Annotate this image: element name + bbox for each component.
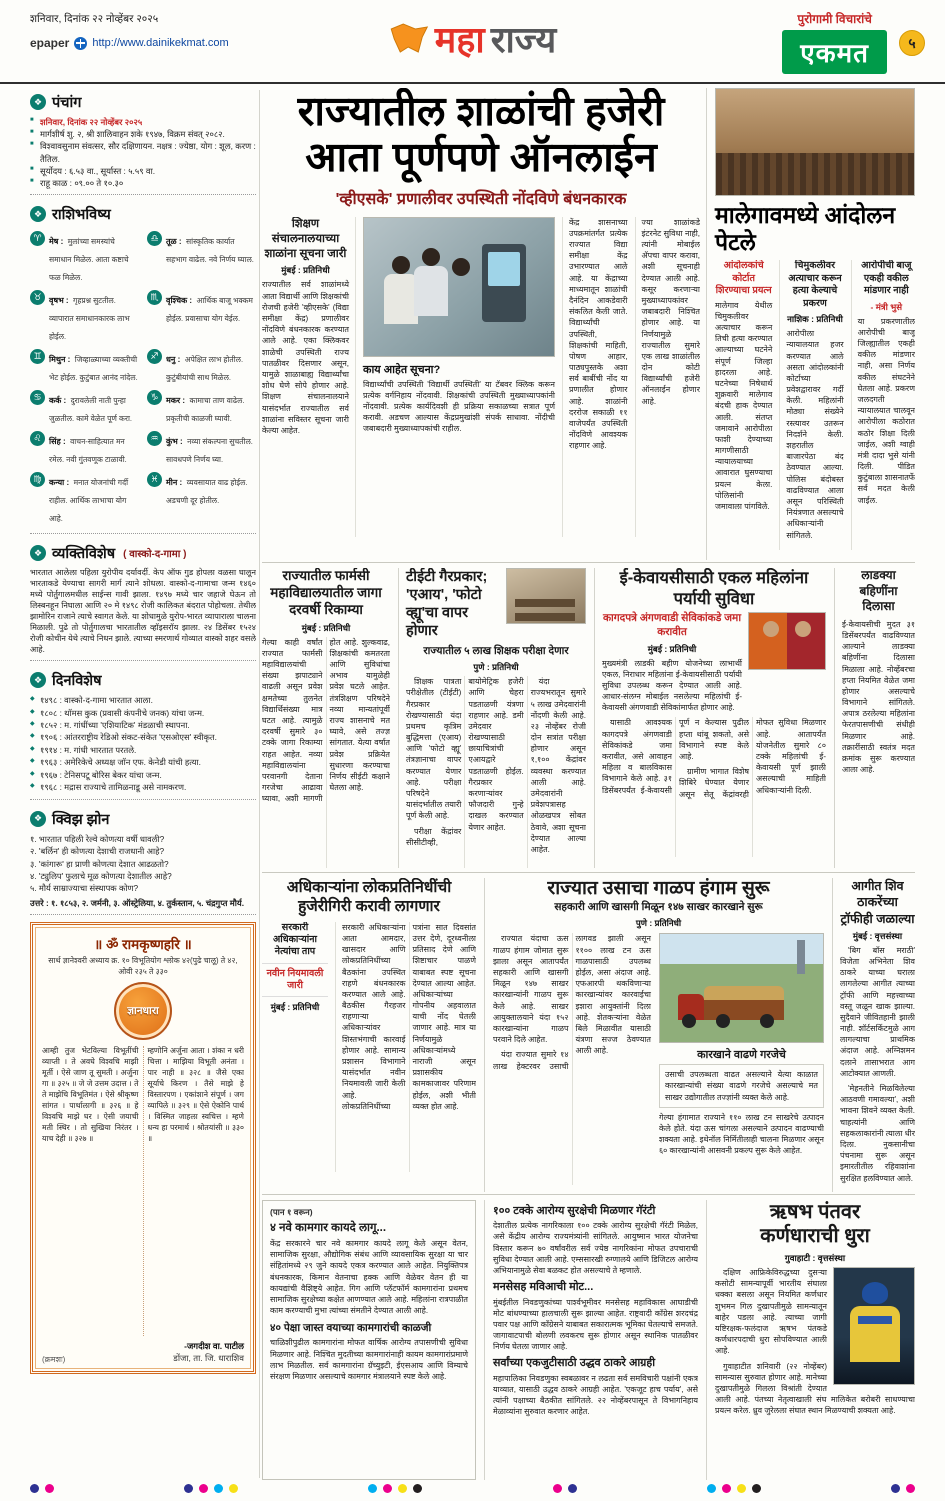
rishabh-pant-photo[interactable] [833,1267,915,1385]
quiz-answers: उत्तरे : १. १८५३, २. जर्मनी, ३. ऑस्ट्रेलिया, ४. तुर्कस्तान, ५. चंद्रगुप्त मौर्य. [30,897,245,908]
rashi-item: ♌ सिंह : वाचन-साहित्यात मन रमेल. नवी गुंतवणूक टाळावी. [30,428,139,469]
sidebar-divider [259,90,260,1478]
trophy-body-2: 'मेहनतीने मिळविलेल्या आठवणी गमावल्या', अशी भावना शिवने व्यक्त केली. चाहत्यांनी आणि सहकलाकारांनी त्याला धीर दिला. नुकसानीचा पंचनामा सुरू असून इमारतीतील रहिवाशांना सुरक्षित हलविण्यात आले. [840,1084,915,1183]
sugarcane-truck-photo[interactable] [659,933,824,1043]
zodiac-sagittarius-icon: ♐ [147,349,162,364]
issue-date: शनिवार, दिनांक २२ नोव्हेंबर २०२५ [30,13,159,25]
tet-body-3: यंदा राज्यभरातून सुमारे ५ लाख उमेदवारांनी नोंदणी केली आहे. २३ नोव्हेंबर रोजी दोन सत्रांत परीक्षा होणार असून १,१०० केंद्रांवर व्यवस्था करण्यात आली आहे. उमेदवारांनी प्रवेशपत्रासह ओळखपत्र सोबत ठेवावे, अशा सूचना देण्यात आल्या आहेत. [530,677,586,854]
women-beneficiaries-photo[interactable] [748,612,826,670]
labour-subhead: ४० पेक्षा जास्त वयाच्या कामगारांची काळजी [270,1322,432,1335]
tet-body-2: परीक्षा केंद्रांवर सीसीटीव्ही, बायोमेट्रिक हजेरी आणि चेहरा पडताळणी यंत्रणा राहणार आहे. डमी उमेदवार रोखण्यासाठी छायाचित्रांची एआयद्वारे पडताळणी होईल. गैरप्रकार करणाऱ्यांवर फौजदारी गुन्हे दाखल करण्यात येणार आहेत. [406,677,524,847]
page-number-badge[interactable]: ५ [899,30,925,56]
labour-headline[interactable]: ४ नवे कामगार कायदे लागू... [270,1222,387,1234]
pharmacy-story[interactable] [262,568,390,868]
dinvishesh-item: ◆ १९०६ : आंतरराष्ट्रीय रेडिओ संकट-संकेत 'एसओएस' स्वीकृत. [30,731,256,743]
zodiac-leo-icon: ♌ [30,431,45,446]
panchang-section [30,90,256,195]
photo-caption-body: उसाची उपलब्धता वाढत असल्याने येत्या काळात कारखान्यांची संख्या वाढणे गरजेचे असल्याचे मत साखर उद्योगातील तज्ज्ञांनी व्यक्त केले आहे. [659,1064,824,1107]
registration-marks [30,1484,915,1493]
pharmacy-body: गेल्या काही वर्षांत राज्यात फार्मसी महाविद्यालयांची संख्या झपाट्याने वाढली असून प्रवेश क्षमतेच्या तुलनेत विद्यार्थिसंख्या मात्र घटत आहे. त्यामुळे दरवर्षी सुमारे ३० टक्के जागा रिकाम्या राहत आहेत. नव्या महाविद्यालयांना परवानगी देताना गरजेचा आढावा घ्यावा, अशी मागणी होत आहे. शुल्कवाढ, शिक्षकांची कमतरता आणि सुविधांचा अभाव यामुळेही प्रवेश घटले आहेत. तंत्रशिक्षण परिषदेने नव्या मान्यतांपूर्वी राज्य शासनाचे मत घ्यावे, असे तज्ज्ञ सांगतात. येत्या वर्षात प्रवेश प्रक्रियेत सुधारणा करण्याचा निर्णय सीईटी कक्षाने घेतला आहे. [262,637,390,804]
instructions-box-title: काय आहेत सूचना? [363,363,441,376]
ekyc-body-1: मुख्यमंत्री लाडकी बहीण योजनेच्या लाभार्थी एकल, निराधार महिलांना ई-केवायसीसाठी पर्यायी सुविधा उपलब्ध करून देण्यात आली आहे. आधार-संलग्न मोबाईल नसलेल्या महिलांची ई-केवायसी अंगणवाडी सेविकांमार्फत होणार आहे. [602,658,742,713]
byline: पुणे : प्रतिनिधी [473,662,519,673]
malegaon-subhead-1: आंदोलकांचे कोर्टात शिरण्याचा प्रयत्न [715,260,772,297]
rashi-item: ♐ धनु : अपेक्षित लाभ होतील. कुटुंबीयांची साथ मिळेल. [147,346,256,387]
byline: मुंबई : प्रतिनिधी [301,622,351,633]
dinvishesh-item: ◆ १८५२ : म. गांधींच्या 'एशियाटिक' मंडळाची स्थापना. [30,719,256,731]
quiz-question: ५. मौर्य साम्राज्याचा संस्थापक कोण? [30,883,139,894]
continued-label: (क्रमशः) [42,1355,66,1365]
spiritual-title: ॥ ॐ रामकृष्णहरि ॥ [94,937,192,953]
sugarcane-subhead: सहकारी आणि खासगी मिळून १४७ साखर कारखाने सुरू [554,900,763,913]
students-attendance-kiosk-photo[interactable] [363,217,555,357]
rashi-icon: ❖ [30,206,46,222]
panchang-line: ■ मार्गशीर्ष शु. २, श्री शालिवाहन शके १९४७, विक्रम संवत् २०८२. [30,128,256,140]
trophy-headline[interactable]: आगीत शिव ठाकरेंच्या ट्रॉफीही जळाल्या [840,879,915,926]
author-signature: -जगदीश वा. पाटील डोंजा, ता. जि. धाराशिव [173,1341,244,1364]
rashi-item: ♑ मकर : कामाचा ताण वाढेल. प्रकृतीची काळजी घ्यावी. [147,387,256,428]
masthead-maha: महा [434,19,485,60]
ekyc-body-3: ग्रामीण भागात विशेष शिबिरे घेण्यात येणार असून सेतू केंद्रांवरही मोफत सुविधा मिळणार आहे. आतापर्यंत योजनेतील सुमारे ८० टक्के महिलांची ई-केवायसी पूर्ण झाली असल्याची माहिती अधिकाऱ्यांनी दिली. [679,718,826,799]
lead-headline[interactable]: राज्यातील शाळांची हजेरी आता पूर्णपणे ऑनलाईन [297,88,665,181]
vyakti-subtitle: ( वास्को-द-गामा ) [123,549,187,561]
pharmacy-headline[interactable]: राज्यातील फार्मसी महाविद्यालयातील जागा दरवर्षी रिकाम्या [270,568,382,617]
ekyc-subhead: कागदपत्रे अंगणवाडी सेविकांकडे जमा करावीत [602,612,742,638]
briefs-column[interactable] [484,1200,698,1480]
spiritual-body [42,1046,244,1336]
ekyc-body [602,717,826,857]
malegaon-story[interactable] [706,88,915,560]
health-headline[interactable]: १०० टक्के आरोग्य सुरक्षेची मिळणार गॅरंटी [493,1205,656,1217]
dinvishesh-item: ◆ १९६७ : टेनिसपटू बोरिस बेकर यांचा जन्म. [30,769,256,781]
malegaon-headline[interactable]: मालेगावमध्ये आंदोलन पेटले [715,202,896,256]
zodiac-libra-icon: ♎ [147,231,162,246]
calendar-icon: ❖ [30,672,46,688]
rashi-item: ♋ कर्क : दुरावलेली नाती पुन्हा जुळतील. कामे वेळेत पूर्ण करा. [30,387,139,428]
rashi-item: ♊ मिथुन : जिव्हाळ्याच्या व्यक्तीची भेट होईल. कुटुंबात आनंद नांदेल. [30,346,139,387]
zodiac-taurus-icon: ♉ [30,290,45,305]
tagline: पुरोगामी विचारांचे [797,12,872,26]
quiz-icon: ❖ [30,811,46,827]
quiz-title: क्विझ झोन [52,811,110,828]
lead-subhead: 'व्हीएसके' प्रणालीवर उपस्थिती नोंदविणे बंधनकारक [335,190,627,208]
ekyc-story[interactable] [594,568,826,868]
lead-body-3: ज्या शाळांकडे इंटरनेट सुविधा नाही, त्यांनी मोबाईल ॲपचा वापर करावा, अशी सूचनाही देण्यात आली आहे. कसूर करणाऱ्या मुख्याध्यापकांवर जबाबदारी निश्चित होणार आहे. या निर्णयामुळे राज्यातील सुमारे एक लाख शाळांतील दोन कोटी विद्यार्थ्यांची हजेरी ऑनलाईन होणार आहे. [635,217,701,537]
trophy-body-1: 'बिग बॉस मराठी' विजेता अभिनेता शिव ठाकरे याच्या घराला लागलेल्या आगीत त्याच्या ट्रॉफी आणि महत्त्वाच्या वस्तू जळून खाक झाल्या. सुदैवाने जीवितहानी झाली नाही. शॉर्टसर्किटमुळे आग लागल्याचा प्राथमिक अंदाज आहे. अग्निशमन दलाने तासाभरात आग आटोक्यात आणली. [840,945,915,1078]
rashi-item: ♒ कुंभ : नव्या संकल्पना सुचतील. सावधपणे निर्णय घ्या. [147,428,256,469]
lead-body-1: राज्यातील सर्व शाळांमध्ये आता विद्यार्थी आणि शिक्षकांची रोजची हजेरी 'व्हीएसके' (विद्या समीक्षा केंद्र) प्रणालीवर नोंदविणे बंधनकारक करण्यात आले आहे. एका क्लिकवर शाळेची उपस्थिती राज्य पातळीवर दिसणार असून, यामुळे शाळाबाह्य विद्यार्थ्यांचा शोध घेणे सोपे होणार आहे. शिक्षण संचालनालयाने यासंदर्भात राज्यातील सर्व शाळांना सविस्तर सूचना जारी केल्या आहेत. [262,280,349,435]
byline: मुंबई : प्रतिनिधी [647,643,697,654]
quiz-question: ४. 'ट्युलिप' फुलाचे मूळ कोणत्या देशातील आहे? [30,870,172,881]
labour-body-2: चाळिशीपुढील कामगारांना मोफत वार्षिक आरोग्य तपासणीची सुविधा मिळणार आहे. निश्चित मुदतीच्या कामगारांनाही कायम कामगारांप्रमाणे लाभ मिळतील. सर्व कामगारांना ग्रॅच्युइटी, ईएसआय आणि विम्याचे संरक्षण मिळणार असल्याचे कामगार मंत्रालयाने स्पष्ट केले आहे. [270,1338,468,1381]
sugarcane-body-3: गेल्या हंगामात राज्याने ११० लाख टन साखरेचे उत्पादन केले होते. यंदा ऊस चांगला असल्याने उत्पादन वाढण्याची शक्यता आहे. इथेनॉल निर्मितीलाही चालना मिळणार असून ६० कारखान्यांनी आसवनी प्रकल्प सुरू केले आहेत. [659,1112,824,1156]
masthead-rajya: राज्य [490,19,557,60]
masthead-header [0,0,945,84]
officers-subhead-1: सरकारी अधिकाऱ्यांना नेत्यांचा ताप [262,922,328,964]
lead-column-head: शिक्षण संचालनालयाच्या शाळांना सूचना जारी [264,217,347,260]
dnyandhara-medallion: ज्ञानधारा [114,982,172,1040]
panchang-line: ■ विश्वावसुनाम संवत्सर, सौर दक्षिणायन. नक्षत्र : ज्येष्ठा, योग : शूल, करण : तैतिल. [30,140,256,164]
sugarcane-body-2: यंदा राज्यात सुमारे १४ लाख हेक्टरवर उसाची लागवड झाली असून ११०० लाख टन ऊस गाळपासाठी उपलब्ध होईल, असा अंदाज आहे. एफआरपी थकविणाऱ्या कारखान्यांवर कारवाईचा इशारा आयुक्तांनी दिला आहे. शेतकऱ्यांना वेळेत बिले मिळावीत यासाठी यंत्रणा सज्ज ठेवण्यात आली आहे. [493,934,651,1071]
labour-body-1: केंद्र सरकारने चार नवे कामगार कायदे लागू केले असून वेतन, सामाजिक सुरक्षा, औद्योगिक संबंध आणि व्यावसायिक सुरक्षा या चार संहितांमध्ये २९ जुने कायदे एकत्र करण्यात आले आहेत. नियुक्तिपत्र बंधनकारक, किमान वेतनाचा हक्क आणि वेळेवर वेतन ही या कायद्यांची वैशिष्ट्ये आहेत. गिग आणि प्लॅटफॉर्म कामगारांना प्रथमच सामाजिक सुरक्षेच्या कक्षेत आणण्यात आले आहे. महिलांना रात्रपाळीत काम करण्याची मुभा त्यांच्या संमतीने देण्यात आली आहे. [270,1239,468,1316]
lead-body-2: केंद्र शासनाच्या उपक्रमांतर्गत प्रत्येक राज्यात विद्या समीक्षा केंद्र उभारण्यात आले आहे. या केंद्राच्या माध्यमातून शाळांची दैनंदिन आकडेवारी संकलित केली जाते. विद्यार्थ्यांची उपस्थिती, शिक्षकांची माहिती, पोषण आहार, पाठ्यपुस्तके अशा सर्व बाबींची नोंद या प्रणालीत होणार आहे. शाळांनी दररोज सकाळी ११ वाजेपर्यंत उपस्थिती नोंदविणे आवश्यक राहणार आहे. [562,217,628,537]
band-divider [262,1194,915,1195]
quiz-question: २. 'बर्लिन' ही कोणत्या देशाची राजधानी आहे? [30,846,165,857]
left-sidebar [30,90,256,1480]
ekyc-headline[interactable]: ई-केवायसीसाठी एकल महिलांना पर्यायी सुविधा [619,569,809,608]
spiritual-verse: म्हणोनि अर्जुना आता । शंका न धरी चित्ता । माझिया विभूती अनंता । पार नाही ॥ ३२८ ॥ जैसे एका सूर्याचे किरण । तैसे माझे हे विस्तारपण । एकांशाने संपूर्ण । जग व्यापिले ॥ ३२९ ॥ ऐसे ऐकोनि पार्थ । विस्मित जाहला स्वचित्त । म्हणे धन्य हा परमार्थ । श्रोतयांसी ॥ ३३० ॥ [147,1046,244,1143]
zodiac-aries-icon: ♈ [30,231,45,246]
health-body: देशातील प्रत्येक नागरिकाला १०० टक्के आरोग्य सुरक्षेची गॅरंटी मिळेल, असे केंद्रीय आरोग्य राज्यमंत्र्यांनी सांगितले. आयुष्मान भारत योजनेचा विस्तार करून ७० वर्षांवरील सर्व ज्येष्ठ नागरिकांना मोफत उपचाराची सुविधा देण्यात आली आहे. एम्ससारखी रुग्णालये आणि डिजिटल आरोग्य अभियानामुळे सेवा बळकट होत असल्याचे ते म्हणाले. [493,1221,698,1276]
lead-story[interactable] [262,88,700,560]
dinvishesh-item: ◆ १९६८ : मद्रास राज्याचे तामिळनाडू असे नामकरण. [30,781,256,793]
panchang-line: ■ शनिवार, दिनांक २२ नोव्हेंबर २०२५ [30,116,256,128]
band-divider [262,872,915,873]
byline: नाशिक : प्रतिनिधी [787,314,843,325]
trophy-body [840,945,915,1184]
tet-body [406,676,586,868]
exam-hall-photo[interactable] [506,568,586,624]
sugarcane-body-1: राज्यात यंदाचा ऊस गाळप हंगाम जोमात सुरू झाला असून आतापर्यंत सहकारी आणि खासगी मिळून १४७ साखर कारखान्यांनी गाळप सुरू केले आहे. साखर आयुक्तालयाने यंदा १५२ कारखान्यांना गाळप परवाने दिले आहेत. [493,934,569,1045]
zodiac-aquarius-icon: ♒ [147,431,162,446]
panchang-line: ■ सूर्योदय : ६.५३ वा., सूर्यास्त : ५.५९ वा. [30,165,256,177]
spiritual-subtitle: सार्थ ज्ञानेश्वरी अध्याय क्र. १० विभूतियोग श्लोक ४२(पुढे चालू) ते ४२, ओवी २३५ ते ३३० [48,956,238,976]
byline: गुवाहाटी : वृत्तसंस्था [784,1253,846,1263]
dinvishesh-item: ◆ १९१४ : म. गांधी भारतात परतले. [30,744,256,756]
ekyc-body-2: यासाठी आवश्यक कागदपत्रे अंगणवाडी सेविकांकडे जमा करावीत, असे आवाहन महिला व बालविकास विभागाने केले आहे. ३१ डिसेंबरपर्यंत ई-केवायसी पूर्ण न केल्यास पुढील हप्ता थांबू शकतो, असे विभागाने स्पष्ट केले आहे. [602,718,749,795]
malegaon-body-3: या प्रकरणातील आरोपीची बाजू जिल्ह्यातील एकही वकील मांडणार नाही, असा निर्णय वकील संघटनेने घेतला आहे. प्रकरण जलदगती न्यायालयात चालवून आरोपीला कठोरात कठोर शिक्षा दिली जाईल, अशी ग्वाही मंत्री दादा भुसे यांनी दिली. पीडित कुटुंबाला शासनातर्फे सर्व मदत केली जाईल. [857,316,915,505]
sugarcane-headline[interactable]: राज्यात उसाचा गाळप हंगाम सुरू [547,878,770,899]
zodiac-virgo-icon: ♍ [30,472,45,487]
vyakti-body: भारतात आलेला पहिला युरोपीय दर्यावर्दी. केप ऑफ गुड होपला वळसा घालून भारताकडे येण्याचा सागरी मार्ग त्याने शोधला. वास्को-द-गामाचा जन्म १४६० मध्ये पोर्तुगालमधील साईन्स गावी झाला. १४९७ मध्ये चार जहाजे घेऊन तो लिस्बनहून निघाला आणि २० मे १४९८ रोजी कालिकत बंदरात पोहोचला. तेथील झामोरिन राजाने त्याचे स्वागत केले. या शोधामुळे युरोप-भारत व्यापाराला चालना मिळाली. पुढे तो पोर्तुगालचा भारतातील व्हॉइसरॉय झाला. २४ डिसेंबर १५२४ रोजी कोचीन येथे त्याचे निधन झाले. त्याच्या स्मरणार्थ गोव्यात वास्को शहर वसले आहे. [30,568,256,655]
photo-caption-title: कारखाने वाढणे गरजेचे [697,1049,786,1062]
quiz-question: १. भारतात पहिली रेल्वे कोणत्या वर्षी धावली? [30,833,165,844]
quiz-question: ३. 'कांगारू' हा प्राणी कोणत्या देशात आढळतो? [30,858,169,869]
sugarcane-body [493,933,651,1185]
rashi-item: ♎ तूळ : सांस्कृतिक कार्यात सहभाग वाढेल. नवे निर्णय घ्याल. [147,228,256,287]
tet-subhead: राज्यातील ५ लाख शिक्षक परीक्षा देणार [423,644,569,657]
zodiac-cancer-icon: ♋ [30,390,45,405]
byline: पुणे : प्रतिनिधी [635,918,682,929]
labour-laws-story[interactable] [262,1200,476,1480]
band-divider [262,562,915,563]
officers-headline[interactable]: अधिकाऱ्यांना लोकप्रतिनिधींची हुजेरीगिरी करावी लागणार [286,879,452,916]
vyakti-title: व्यक्तिविशेष [52,546,116,563]
rashi-item: ♈ मेष : मुलांच्या समस्यांचे समाधान मिळेल. आता कष्टाचे फळ मिळेल. [30,228,139,287]
pant-body-2: गुवाहाटीत शनिवारी (२२ नोव्हेंबर) सामन्यास सुरुवात होणार आहे. मानेच्या दुखापतीमुळे गिलला विश्रांती देण्यात आली आहे. पंतच्या नेतृत्वाखाली संघ मालिकेत बरोबरी साधण्याचा प्रयत्न करेल. ध्रुव जुरेलला संघात स्थान मिळण्याची शक्यता आहे. [715,1361,915,1416]
zodiac-gemini-icon: ♊ [30,349,45,364]
panchang-title: पंचांग [52,95,82,111]
pant-captain-story[interactable] [706,1200,915,1480]
byline: मुंबई : वृत्तसंस्था [852,930,903,941]
ladki-bahin-story[interactable] [834,568,915,868]
continued-from-label: (पान १ वरून) [270,1207,313,1217]
dinvishesh-item: ◆ १८०८ : थॉमस कुक (प्रवासी कंपनीचे जनक) यांचा जन्म. [30,707,256,719]
zodiac-capricorn-icon: ♑ [147,390,162,405]
tet-body-1: शिक्षक पात्रता परीक्षेतील (टीईटी) गैरप्रकार रोखण्यासाठी यंदा प्रथमच कृत्रिम बुद्धिमत्ता (एआय) आणि 'फोटो व्ह्यू' तंत्रज्ञानाचा वापर करण्यात येणार आहे. परीक्षा परिषदेने यासंदर्भातील तयारी पूर्ण केली आहे. [406,677,462,821]
mns-headline[interactable]: मनसेसह मविआची मोट... [493,1281,594,1294]
brand-logo: एकमत [782,30,887,74]
person-icon: ❖ [30,545,46,561]
vyaktivishesh-section [30,541,256,661]
ladki-body: ई-केवायसीची मुदत ३१ डिसेंबरपर्यंत वाढविण्यात आल्याने लाडक्या बहिणींना दिलासा मिळाला आहे. नोव्हेंबरचा हप्ता नियमित वेळेत जमा होणार असल्याचे विभागाने सांगितले. अपात्र ठरलेल्या महिलांना फेरतपासणीची संधीही मिळणार आहे. तक्रारींसाठी स्वतंत्र मदत क्रमांक सुरू करण्यात आला आहे. [842,619,915,775]
masthead-logo [389,14,557,63]
rashi-item: ♏ वृश्चिक : आर्थिक बाजू भक्कम होईल. प्रवासाचा योग येईल. [147,287,256,346]
tet-story[interactable] [398,568,586,868]
panchang-line: ■ राहू काळ : ०९.०० ते १०.३० [30,177,256,189]
rashi-item: ♉ वृषभ : गृहप्रश्न सुटतील. व्यापारात समाधानकारक लाभ होईल. [30,287,139,346]
rashi-item: ♓ मीन : व्यवसायात वाढ होईल. अडचणी दूर होतील. [147,469,256,528]
officers-subhead-2: नवीन नियमावली जारी [262,968,328,998]
rashi-item: ♍ कन्या : मनात योजनांची गर्दी राहील. आर्थिक लाभाचा योग आहे. [30,469,139,528]
tet-headline[interactable]: टीईटी गैरप्रकार; 'एआय', 'फोटो व्ह्यू'चा वापर होणार [406,569,488,640]
pant-body-1: दक्षिण आफ्रिकेविरुद्धच्या दुसऱ्या कसोटी सामन्यापूर्वी भारतीय संघाला धक्का बसला असून नियमित कर्णधार शुभमन गिल दुखापतीमुळे सामन्यातून बाहेर पडला आहे. त्याच्या जागी यष्टिरक्षक-फलंदाज ऋषभ पंतकडे कर्णधारपदाची धुरा सोपविण्यात आली आहे. [715,1268,827,1356]
officers-body: सरकारी अधिकाऱ्यांना आता आमदार, खासदार आणि लोकप्रतिनिधींच्या बैठकांना उपस्थित राहणे बंधनकारक करण्यात आले आहे. बैठकीस गैरहजर राहणाऱ्या अधिकाऱ्यांवर शिस्तभंगाची कारवाई होणार आहे. सामान्य प्रशासन विभागाने यासंदर्भात नवीन नियमावली जारी केली आहे. लोकप्रतिनिधींच्या पत्रांना सात दिवसांत उत्तर देणे, दूरध्वनीला प्रतिसाद देणे आणि शिष्टाचार पाळणे याबाबत स्पष्ट सूचना देण्यात आल्या आहेत. अधिकाऱ्यांच्या गोपनीय अहवालात याची नोंद घेतली जाणार आहे. मात्र या निर्णयामुळे अधिकाऱ्यांमध्ये नाराजी असून प्रशासकीय कामकाजावर परिणाम होईल, अशी भीती व्यक्त होत आहे. [335,922,476,1172]
instructions-box-body: विद्यार्थ्यांची उपस्थिती 'विद्यार्थी उपस्थिती' या टॅबवर क्लिक करून प्रत्येक वर्गनिहाय नोंदवावी. शिक्षकांची उपस्थिती मुख्याध्यापकांनी नोंदवावी. प्रत्येक कार्यदिवशी ही प्रक्रिया सकाळच्या सत्रात पूर्ण करावी. अडचण आल्यास केंद्रप्रमुखांशी संपर्क साधावा. नोंदीची जबाबदारी मुख्याध्यापकांची राहील. [363,379,555,434]
panchang-icon: ❖ [30,94,46,110]
byline: मुंबई : प्रतिनिधी [270,1002,320,1013]
malegaon-body-1: मालेगाव येथील चिमुकलीवर अत्याचार करून तिची हत्या करण्यात आल्याच्या घटनेने संपूर्ण जिल्हा हादरला आहे. घटनेच्या निषेधार्थ शुक्रवारी मालेगाव बंदची हाक देण्यात आली. संतप्त जमावाने आरोपीला फाशी देण्याच्या मागणीसाठी न्यायालयाच्या आवारात घुसण्याचा प्रयत्न केला. पोलिसांनी जमावाला पांगविले. [715,300,773,512]
rashibhavishya-section [30,202,256,534]
dinvishesh-title: दिनविशेष [52,673,102,690]
sugarcane-story[interactable] [484,878,824,1192]
malegaon-subhead-2: चिमुकलीवर अत्याचार करून हत्या केल्याचे प्रकरण [788,260,842,309]
quiz-section [30,807,256,916]
zodiac-pisces-icon: ♓ [147,472,162,487]
spiritual-verse: आम्ही तुज भेटविल्या विभूतींची व्याप्ती । ते अवघे विश्वचि माझी मूर्ती । ऐसे जाण तू सुमती । अर्जुना गा ॥ ३२५ ॥ जे जे उत्तम उदात्त । ते ते माझेचि विभूतिमंत । ऐसे श्रीकृष्ण सांगत । पार्थालागी ॥ ३२६ ॥ हे विश्वचि माझे घर । ऐसी जयाची मती स्थिर । तो सुखिया निरंतर । याच देही ॥ ३२७ ॥ [42,1046,139,1143]
officers-story[interactable] [262,878,476,1192]
dinvishesh-section [30,668,256,800]
dinvishesh-item: ◆ १४९८ : वास्को-द-गामा भारतात आला. [30,694,256,706]
dinvishesh-item: ◆ १९६३ : अमेरिकेचे अध्यक्ष जॉन एफ. केनेडी यांची हत्या. [30,756,256,768]
uddhav-body: महापालिका निवडणुका स्वबळावर न लढता सर्व समविचारी पक्षांनी एकत्र याव्यात, यासाठी उद्धव ठाकरे आग्रही आहेत. 'एकजूट हाच पर्याय', असे त्यांनी पक्षाच्या बैठकीत सांगितले. २२ नोव्हेंबरपासून ते विभागनिहाय मेळाव्यांना सुरुवात करणार आहेत. [493,1373,698,1417]
main-content [262,88,915,1482]
byline: मुंबई : प्रतिनिधी [281,265,330,276]
protest-crowd-photo[interactable] [715,88,915,196]
mns-body: मुंबईतील निवडणुकांच्या पार्श्वभूमीवर मनसेसह महाविकास आघाडीची मोट बांधण्याच्या हालचाली सुरू झाल्या आहेत. राष्ट्रवादी काँग्रेस शरदचंद्र पवार पक्ष आणि काँग्रेसने याबाबत सकारात्मक भूमिका घेतल्याचे समजते. जागावाटपाची बोलणी लवकरच सुरू होणार असून स्थानिक पातळीवर निर्णय घेतला जाणार आहे. [493,1297,698,1352]
attribution: - मंत्री भुसे [870,301,903,312]
epaper-label: epaper [30,36,70,50]
malegaon-body-2: आरोपीला न्यायालयात हजर करण्यात आले असता आंदोलकांनी कोर्टाच्या प्रवेशद्वारावर गर्दी केली. महिलांनी मोठ्या संख्येने रस्त्यावर उतरून निदर्शने केली. शहरातील बाजारपेठा बंद ठेवण्यात आल्या. पोलिस बंदोबस्त वाढविण्यात आला असून परिस्थिती नियंत्रणात असल्याचे अधिकाऱ्यांनी सांगितले. [786,329,844,540]
zodiac-scorpio-icon: ♏ [147,290,162,305]
malegaon-subhead-3: आरोपीची बाजू एकही वकील मांडणार नाही [861,260,912,297]
pant-headline[interactable]: ऋषभ पंतवर कर्णधाराची धुरा [760,1201,870,1247]
ladki-headline[interactable]: लाडक्या बहिणींना दिलासा [859,568,898,614]
website-link[interactable]: http://www.dainikekmat.com [92,37,229,49]
globe-icon [74,37,87,50]
maharashtra-map-icon [389,22,429,56]
trophy-story[interactable] [832,878,915,1192]
rashi-title: राशिभविष्य [52,207,111,224]
uddhav-headline[interactable]: सर्वांच्या एकजुटीसाठी उद्धव ठाकरे आग्रही [493,1357,656,1370]
spiritual-column [30,922,256,1374]
